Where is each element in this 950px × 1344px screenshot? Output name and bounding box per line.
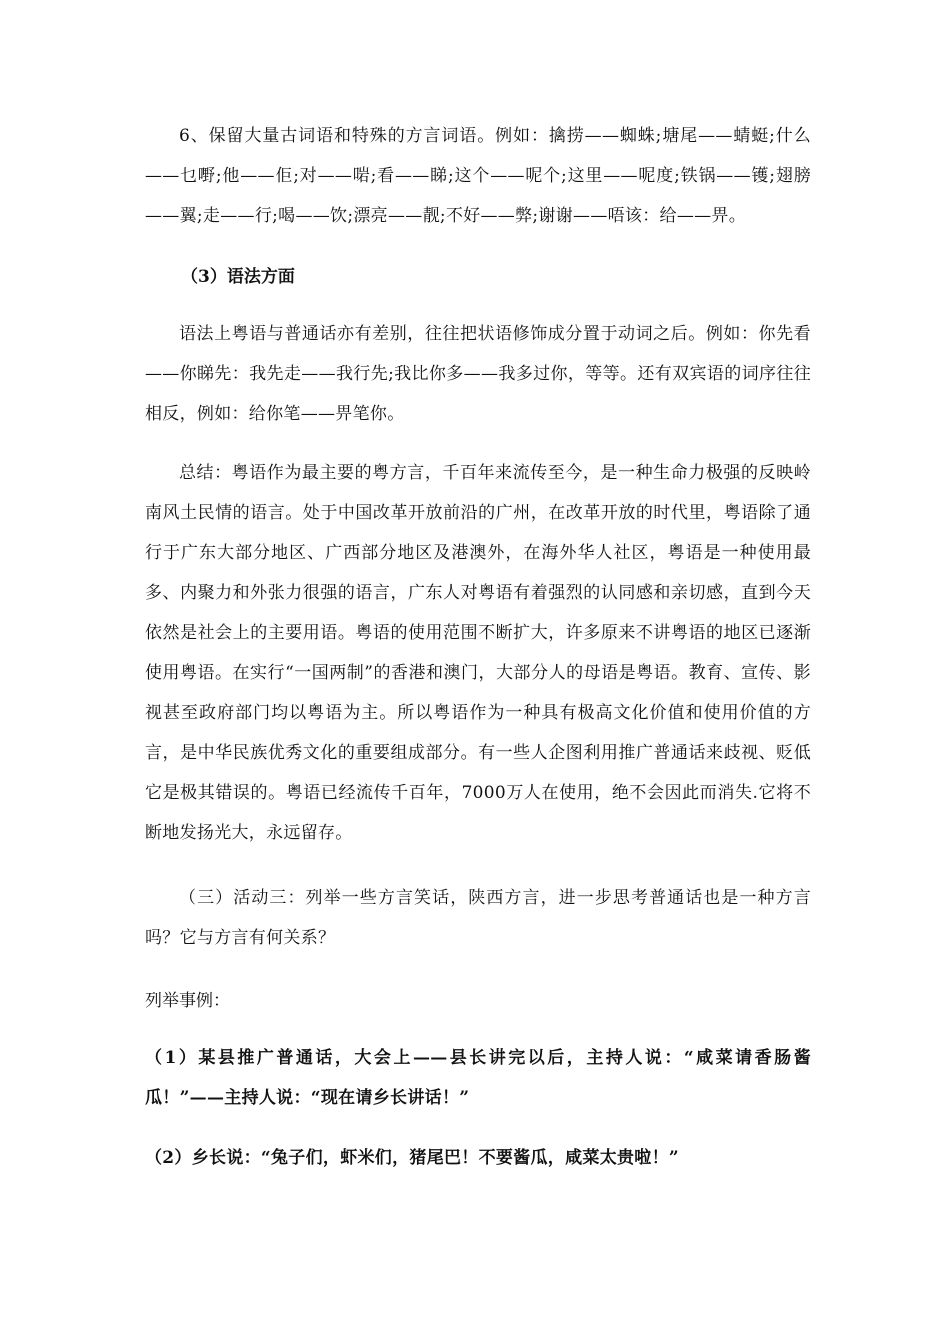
paragraph-activity-three: （三）活动三：列举一些方言笑话，陕西方言，进一步思考普通话也是一种方言吗？它与方言有何关系？ xyxy=(145,888,811,948)
section-heading-grammar: （3）语法方面 xyxy=(181,267,295,287)
paragraph-grammar: 语法上粤语与普通话亦有差别，往往把状语修饰成分置于动词之后。例如：你先看——你睇先：我先走——我行先;我比你多——我多过你，等等。还有双宾语的词序往往相反，例如：给你笔——畀笔你。 xyxy=(145,324,811,424)
examples-label: 列举事例： xyxy=(145,991,230,1011)
example-one: （1）某县推广普通话，大会上——县长讲完以后，主持人说：“咸菜请香肠酱瓜！”——主持人说：“现在请乡长讲话！” xyxy=(145,1048,811,1108)
paragraph-dialect-vocabulary: 6、保留大量古词语和特殊的方言词语。例如：擒捞——蜘蛛;塘尾——蜻蜓;什么——乜嘢;他——佢;对——啱;看——睇;这个——呢个;这里——呢度;铁锅——镬;翅膀——翼;走——行;喝——饮;漂亮——靓;不好——弊;谢谢——唔该：给——畀。 xyxy=(145,126,811,226)
paragraph-summary: 总结：粤语作为最主要的粤方言，千百年来流传至今，是一种生命力极强的反映岭南风土民情的语言。处于中国改革开放前沿的广州，在改革开放的时代里，粤语除了通行于广东大部分地区、广西部分地区及港澳外，在海外华人社区，粤语是一种使用最多、内聚力和外张力很强的语言，广东人对粤语有着强烈的认同感和亲切感，直到今天依然是社会上的主要用语。粤语的使用范围不断扩大，许多原来不讲粤语的地区已逐渐使用粤语。在实行“一国两制”的香港和澳门，大部分人的母语是粤语。教育、宣传、影视甚至政府部门均以粤语为主。所以粤语作为一种具有极高文化价值和使用价值的方言，是中华民族优秀文化的重要组成部分。有一些人企图利用推广普通话来歧视、贬低它是极其错误的。粤语已经流传千百年，7000万人在使用，绝不会因此而消失.它将不断地发扬光大，永远留存。 xyxy=(145,463,811,843)
example-two: （2）乡长说：“兔子们，虾米们，猪尾巴！不要酱瓜，咸菜太贵啦！” xyxy=(145,1148,679,1168)
